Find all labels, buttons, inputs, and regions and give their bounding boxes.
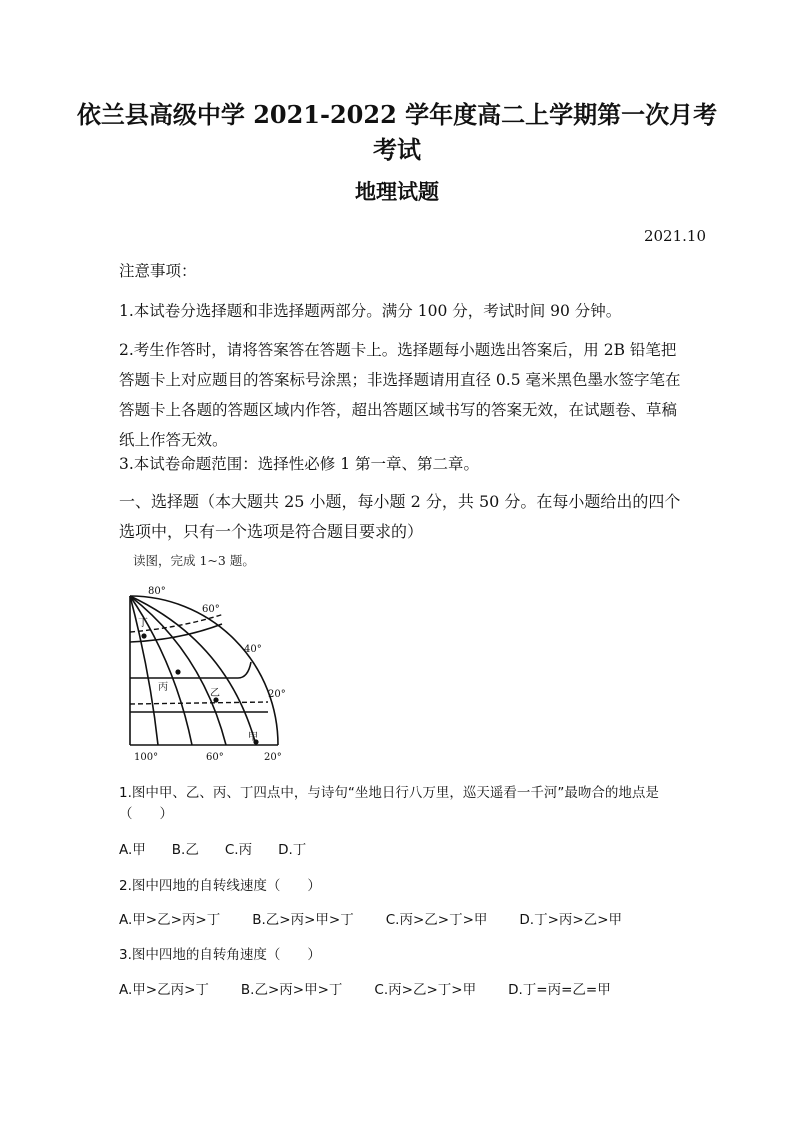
meridian-line	[130, 596, 256, 745]
question-1-stem: 1.图中甲、乙、丙、丁四点中，与诗句“坐地日行八万里，巡天遥看一千河”最吻合的地点是（ ）	[119, 785, 659, 822]
lat-label-20: 20°	[268, 689, 286, 700]
notice-item-1: 1.本试卷分选择题和非选择题两部分。满分 100 分，考试时间 90 分钟。	[119, 302, 622, 320]
q3-option-c[interactable]: C.丙>乙>丁>甲	[374, 982, 477, 998]
point-ding	[141, 633, 146, 638]
dashed-parallel-south	[130, 702, 268, 704]
question-3-stem: 3.图中四地的自转角速度（ ）	[119, 947, 321, 963]
question-2-stem: 2.图中四地的自转线速度（ ）	[119, 878, 321, 894]
outer-arc	[130, 596, 278, 745]
label-jia: 甲	[248, 732, 258, 743]
lon-label-60: 60°	[206, 752, 224, 763]
notice-item-2: 2.考生作答时，请将答案答在答题卡上。选择题每小题选出答案后，用 2B 铅笔把答题卡上对应题目的答案标号涂黑；非选择题请用直径 0.5 毫米黑色墨水签字笔在答题卡上各题的答题区域内作答，超出答题区域书写的答案无效，在试题卷、草稿纸上作答无效。	[119, 341, 681, 449]
q3-option-a[interactable]: A.甲>乙丙>丁	[119, 982, 209, 998]
label-ding: 丁	[138, 618, 148, 629]
label-yi: 乙	[210, 688, 220, 699]
graticule-figure	[120, 582, 300, 770]
lat-label-80: 80°	[148, 586, 166, 597]
lon-label-100: 100°	[134, 752, 159, 763]
lat-label-40: 40°	[244, 644, 262, 655]
label-bing: 丙	[158, 682, 168, 693]
lat-label-60: 60°	[202, 604, 220, 615]
subject-title: 地理试题	[355, 179, 439, 204]
notice-item-3: 3.本试卷命题范围：选择性必修 1 第一章、第二章。	[119, 455, 480, 473]
question-1-options	[119, 840, 689, 861]
q2-option-c[interactable]: C.丙>乙>丁>甲	[385, 912, 488, 928]
q3-option-b[interactable]: B.乙>丙>甲>丁	[240, 982, 343, 998]
exam-date: 2021.10	[643, 227, 706, 245]
figure-intro: 读图，完成 1~3 题。	[133, 553, 255, 568]
lon-label-20: 20°	[264, 752, 282, 763]
question-3-options	[119, 980, 689, 1001]
notice-heading: 注意事项：	[119, 262, 197, 280]
q1-option-d[interactable]: D.丁	[278, 842, 307, 858]
section-heading: 一、选择题（本大题共 25 小题，每小题 2 分，共 50 分。在每小题给出的四个选项中，只有一个选项是符合题目要求的）	[119, 492, 681, 541]
q2-option-a[interactable]: A.甲>乙>丙>丁	[119, 912, 221, 928]
q2-option-b[interactable]: B.乙>丙>甲>丁	[252, 912, 354, 928]
q1-option-c[interactable]: C.丙	[224, 842, 253, 858]
exam-title-line2: 考试	[373, 135, 421, 164]
q1-option-b[interactable]: B.乙	[171, 842, 199, 858]
exam-title-line1: 依兰县高级中学 2021-2022 学年度高二上学期第一次月考	[76, 100, 718, 129]
point-bing	[175, 669, 180, 674]
question-2-options	[119, 910, 689, 931]
q2-option-d[interactable]: D.丁>丙>乙>甲	[519, 912, 623, 928]
q1-option-a[interactable]: A.甲	[119, 842, 146, 858]
q3-option-d[interactable]: D.丁=丙=乙=甲	[508, 982, 611, 998]
